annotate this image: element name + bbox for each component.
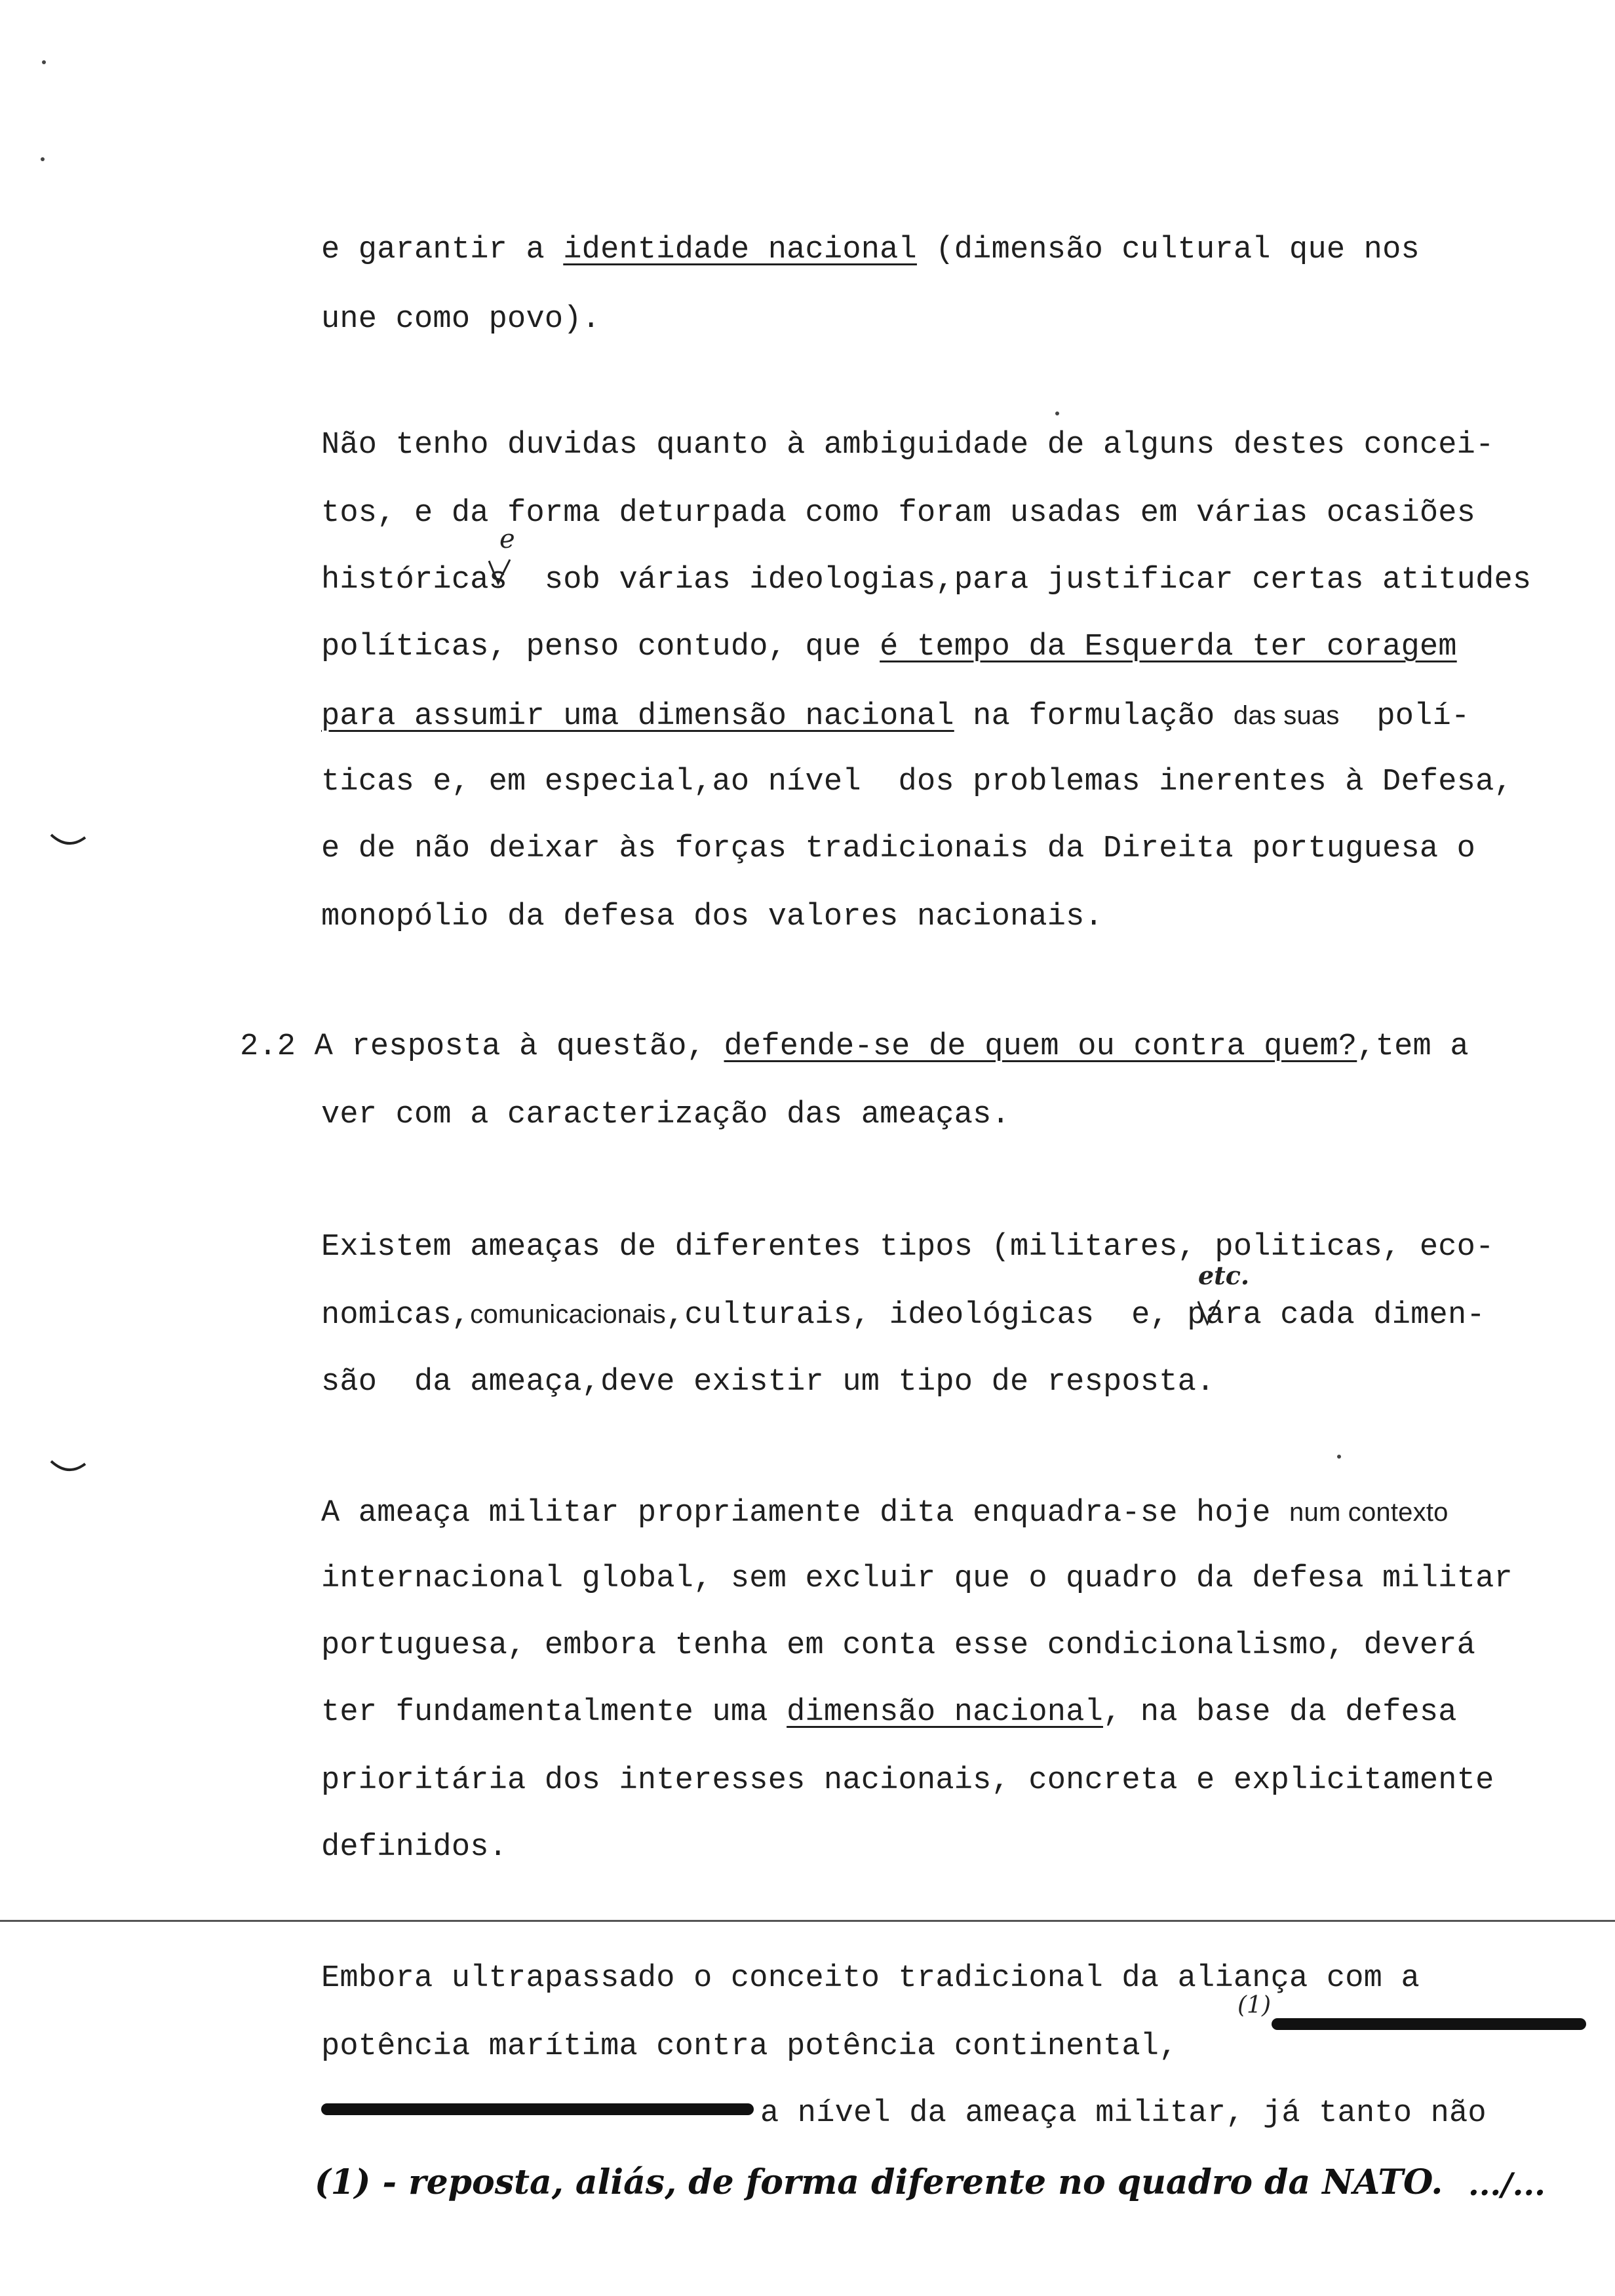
- text-span: Existem ameaças de diferentes tipos (militares, politicas, eco-: [321, 1230, 1494, 1265]
- text-span: e garantir a: [321, 233, 564, 267]
- text-line: [321, 1363, 1215, 1402]
- text-span: potência marítima contra potência continental,: [321, 2029, 1178, 2064]
- text-span: políticas, penso contudo, que: [321, 630, 880, 664]
- text-span: históricas sob várias ideologias,para justificar certas atitudes: [321, 563, 1532, 598]
- speck: [41, 157, 45, 161]
- text-span: Não tenho duvidas quanto à ambiguidade de alguns destes concei-: [321, 428, 1494, 463]
- underlined-phrase: é tempo da Esquerda ter coragem: [880, 630, 1457, 664]
- text-line: [321, 1228, 1494, 1267]
- text-line: [321, 830, 1475, 869]
- text-span: monopólio da defesa dos valores nacionais.: [321, 900, 1103, 934]
- text-span: e de não deixar às forças tradicionais da Direita portuguesa o: [321, 832, 1476, 866]
- text-span: das suas: [1233, 701, 1340, 730]
- text-line: [321, 1559, 1513, 1599]
- struck-out-text: [1272, 2018, 1586, 2030]
- underlined-phrase: identidade nacional: [563, 233, 917, 267]
- handwritten-footnote: (1) - reposta, aliás, de forma diferente no quadro da NATO.: [315, 2162, 1443, 2202]
- text-line: [321, 231, 1420, 270]
- text-span: ,culturais, ideológicas e, para cada dimen-: [665, 1298, 1485, 1333]
- text-span: definidos.: [321, 1830, 508, 1865]
- text-span: , na base da defesa: [1103, 1695, 1457, 1730]
- underlined-phrase: defende-se de quem ou contra quem?: [724, 1029, 1357, 1064]
- text-line: [321, 1096, 1010, 1135]
- struck-out-text: [321, 2103, 754, 2115]
- text-line: [321, 1693, 1457, 1732]
- text-span: (dimensão cultural que nos: [916, 233, 1420, 267]
- text-span: une como povo).: [321, 302, 601, 337]
- text-span: a nível da ameaça militar, já tanto não: [760, 2096, 1487, 2131]
- text-line: [240, 1027, 1469, 1067]
- text-line: [321, 2027, 1178, 2067]
- text-span: polí-: [1339, 699, 1470, 734]
- text-span: nomicas,: [321, 1298, 471, 1333]
- insertion-e: e: [499, 524, 515, 554]
- text-line: [321, 628, 1457, 667]
- page-continuation: .../...: [1468, 2166, 1546, 2203]
- text-span: ver com a caracterização das ameaças.: [321, 1098, 1010, 1132]
- text-span: na formulação: [954, 699, 1234, 734]
- insertion-caret-icon: [1196, 1297, 1222, 1326]
- text-line: [321, 1761, 1494, 1801]
- text-line: [321, 1828, 507, 1867]
- text-line: [321, 494, 1475, 533]
- text-span: são da ameaça,deve existir um tipo de resposta.: [321, 1365, 1215, 1400]
- text-line: [321, 898, 1103, 937]
- text-span: prioritária dos interesses nacionais, concreta e explicitamente: [321, 1763, 1494, 1798]
- text-span: 2.2 A resposta à questão,: [240, 1029, 724, 1064]
- speck: [42, 60, 46, 64]
- text-line: [321, 1295, 1485, 1335]
- text-span: portuguesa, embora tenha em conta esse condicionalismo, deverá: [321, 1628, 1476, 1663]
- text-span: ticas e, em especial,ao nível dos problemas inerentes à Defesa,: [321, 765, 1513, 799]
- speck: [1337, 1455, 1341, 1459]
- margin-mark-icon: [49, 1457, 88, 1477]
- text-span: tos, e da forma deturpada como foram usadas em várias ocasiões: [321, 496, 1476, 531]
- underlined-phrase: dimensão nacional: [787, 1695, 1104, 1730]
- text-line: [321, 1493, 1449, 1533]
- margin-mark-icon: [49, 831, 88, 851]
- text-span: A ameaça militar propriamente dita enquadra-se hoje: [321, 1496, 1290, 1531]
- text-line: [321, 763, 1513, 802]
- text-line: [321, 1626, 1475, 1666]
- section-divider: [0, 1920, 1615, 1922]
- text-span: ter fundamentalmente uma: [321, 1695, 787, 1730]
- text-span: ,tem a: [1357, 1029, 1469, 1064]
- text-span: Embora ultrapassado o conceito tradicional da aliança com a: [321, 1961, 1420, 1996]
- text-span: comunicacionais: [470, 1300, 666, 1329]
- speck: [1055, 411, 1059, 415]
- text-span: internacional global, sem excluir que o quadro da defesa militar: [321, 1561, 1513, 1596]
- footnote-ref-mark: (1): [1237, 1992, 1271, 2019]
- text-line: [760, 2094, 1487, 2133]
- text-line: [321, 696, 1469, 737]
- insertion-caret-icon: [486, 557, 513, 586]
- underlined-phrase: para assumir uma dimensão nacional: [321, 699, 954, 734]
- text-span: num contexto: [1289, 1498, 1449, 1527]
- text-line: [321, 300, 600, 339]
- text-line: [321, 426, 1494, 465]
- insertion-etc: etc.: [1198, 1261, 1250, 1290]
